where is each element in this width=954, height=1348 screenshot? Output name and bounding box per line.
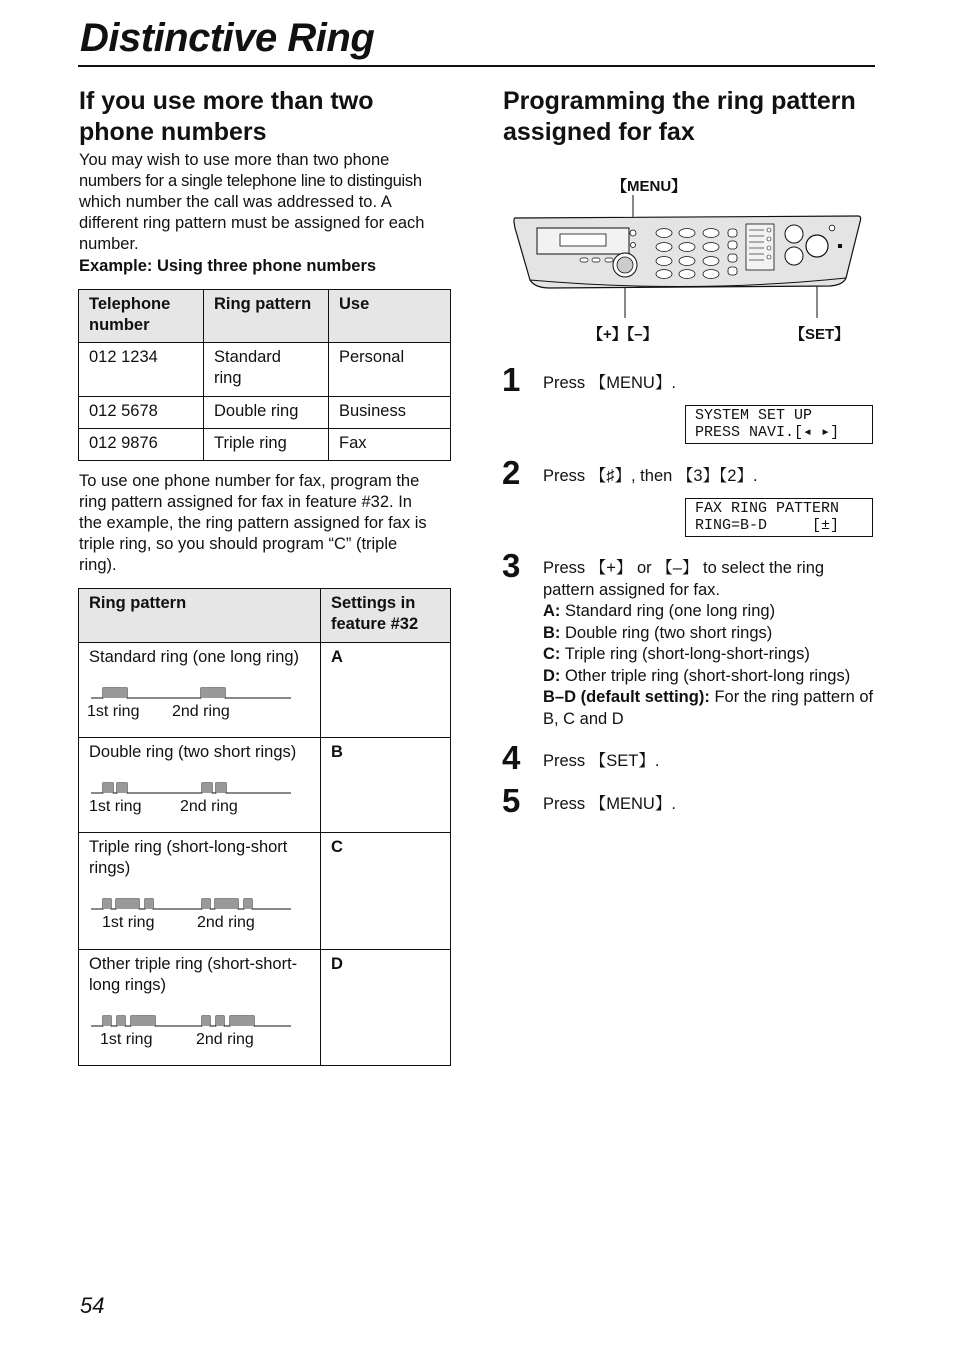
intro-line: different ring pattern must be assigned for each <box>79 214 425 232</box>
left-heading-line1: If you use more than two <box>79 87 374 115</box>
lcd-screen <box>560 234 606 246</box>
para-line: To use one phone number for fax, program the <box>79 472 420 490</box>
small-button[interactable] <box>605 258 613 262</box>
title-rule <box>78 65 875 67</box>
col-header-telephone <box>79 290 204 343</box>
option-b <box>543 623 878 645</box>
ring2-label: 2nd ring <box>180 798 238 815</box>
round-button[interactable] <box>785 247 803 265</box>
example-label: Example: Using three phone numbers <box>79 257 377 275</box>
ring-waveform-a <box>89 685 293 701</box>
default-setting <box>543 687 878 730</box>
setting-letter: A <box>331 648 343 666</box>
ring2-label: 2nd ring <box>172 703 230 720</box>
option-key: C: <box>543 645 561 663</box>
table-row <box>79 950 451 1066</box>
table-row <box>79 343 451 397</box>
step-4-text: Press 【SET】. <box>543 752 660 770</box>
cell-use: Personal <box>329 343 451 397</box>
fax-control-panel-diagram <box>510 190 866 325</box>
small-button[interactable] <box>592 258 600 262</box>
col-header-ring-pattern: Ring pattern <box>204 290 329 343</box>
indicator-light <box>829 225 835 231</box>
intro-line: which number the call was addressed to. A <box>79 193 392 211</box>
option-key: D: <box>543 666 561 685</box>
cell-pattern <box>204 343 329 397</box>
ring-pattern-table <box>78 588 451 1066</box>
cell-use: Fax <box>329 429 451 461</box>
left-heading-line2: phone numbers <box>79 118 267 146</box>
option-d <box>543 666 878 688</box>
cell-pattern <box>79 833 321 950</box>
option-key: B: <box>543 623 561 642</box>
ring2-label: 2nd ring <box>196 1031 254 1048</box>
cell-pattern <box>79 643 321 738</box>
step-2-number: 2 <box>502 454 521 491</box>
small-button[interactable] <box>580 258 588 262</box>
intro-line: You may wish to use more than two phone <box>79 151 390 169</box>
step-3-text: Press 【+】 or 【–】 to select the ring pattern assigned for fax. <box>543 559 825 599</box>
table-row <box>79 833 451 950</box>
set-callout-label: 【SET】 <box>790 326 850 343</box>
right-heading-line2: assigned for fax <box>503 118 695 146</box>
step-1-number: 1 <box>502 361 521 398</box>
intro-paragraph <box>79 150 459 277</box>
step-5-text: Press 【MENU】. <box>543 795 676 813</box>
intro-line: numbers for a single telephone line to distinguish <box>79 172 422 190</box>
step-5-number: 5 <box>502 782 521 819</box>
table-row <box>79 643 451 738</box>
setting-letter: C <box>331 838 343 856</box>
plus-minus-callout-label: 【+】【–】 <box>588 326 658 343</box>
ring1-label: 1st ring <box>87 703 140 720</box>
cell-pattern <box>79 950 321 1066</box>
cell-text: Standard ring <box>214 348 281 387</box>
table-row <box>79 738 451 833</box>
ring-labels <box>89 1029 310 1047</box>
option-desc: Standard ring (one long ring) <box>565 602 776 620</box>
pattern-desc: Double ring (two short rings) <box>89 743 297 761</box>
ring1-label: 1st ring <box>100 1031 153 1048</box>
ring-labels <box>89 796 310 814</box>
ring2-label: 2nd ring <box>197 914 255 931</box>
table-row <box>79 397 451 429</box>
ring1-label: 1st ring <box>89 798 142 815</box>
col-header-use: Use <box>329 290 451 343</box>
cell-number: 012 5678 <box>79 397 204 429</box>
page-title: Distinctive Ring <box>80 16 375 60</box>
para-line: ring pattern assigned for fax in feature #32. In <box>79 493 412 511</box>
indicator-dot <box>838 244 842 248</box>
small-button[interactable] <box>631 243 636 248</box>
menu-button[interactable] <box>630 230 636 236</box>
header-line: Telephone <box>89 295 171 313</box>
pattern-desc: Other triple ring (short-short-long rings) <box>89 955 298 994</box>
right-heading-line1: Programming the ring pattern <box>503 87 856 115</box>
cell-setting <box>321 738 451 833</box>
option-c <box>543 644 878 666</box>
option-desc: Other triple ring (short-short-long rings) <box>565 666 851 685</box>
para-line: ring). <box>79 556 117 574</box>
feature-paragraph <box>79 471 459 576</box>
step-1-display: SYSTEM SET UP PRESS NAVI.[◂ ▸] <box>685 405 873 444</box>
para-line: the example, the ring pattern assigned for fax is <box>79 514 427 532</box>
pattern-desc: Standard ring (one long ring) <box>89 648 300 666</box>
step-2-display: FAX RING PATTERN RING=B-D [±] <box>685 498 873 537</box>
step-2-text: Press 【♯】, then 【3】【2】. <box>543 467 758 485</box>
cell-setting <box>321 643 451 738</box>
left-heading <box>79 86 459 148</box>
setting-letter: B <box>331 743 343 761</box>
header-line: number <box>89 316 150 334</box>
page-number: 54 <box>80 1293 105 1318</box>
right-heading <box>503 86 883 148</box>
step-4-number: 4 <box>502 739 521 776</box>
ring-labels <box>89 701 310 719</box>
step-3-number: 3 <box>502 547 521 584</box>
cell-setting <box>321 950 451 1066</box>
ring-waveform-d <box>89 1013 293 1029</box>
round-button[interactable] <box>785 225 803 243</box>
step-3-content <box>543 558 878 730</box>
col-header-settings: Settings in feature #32 <box>321 589 451 643</box>
ring-waveform-b <box>89 780 293 796</box>
ring1-label: 1st ring <box>102 914 155 931</box>
ring-waveform-c <box>89 896 293 912</box>
set-button[interactable] <box>806 235 828 257</box>
intro-line: number. <box>79 235 139 253</box>
menu-callout-label: 【MENU】 <box>612 178 687 195</box>
navigator-center[interactable] <box>617 257 633 273</box>
cell-pattern <box>79 738 321 833</box>
cell-pattern: Triple ring <box>204 429 329 461</box>
cell-use: Business <box>329 397 451 429</box>
pattern-desc: Triple ring (short-long-short rings) <box>89 838 288 877</box>
option-a <box>543 601 878 623</box>
cell-setting <box>321 833 451 950</box>
setting-letter: D <box>331 955 343 973</box>
option-desc: Double ring (two short rings) <box>565 623 773 642</box>
cell-number: 012 9876 <box>79 429 204 461</box>
default-key: B–D (default setting): <box>543 688 710 706</box>
step-1-text: Press 【MENU】. <box>543 374 676 392</box>
table-row <box>79 429 451 461</box>
option-key: A: <box>543 602 561 620</box>
para-line: triple ring, so you should program “C” (triple <box>79 535 398 553</box>
cell-number: 012 1234 <box>79 343 204 397</box>
ring-labels <box>89 912 310 930</box>
option-desc: Triple ring (short-long-short-rings) <box>564 645 810 663</box>
phone-number-table <box>78 289 451 461</box>
cell-pattern: Double ring <box>204 397 329 429</box>
default-desc: For the ring pattern of B, C and D <box>543 688 874 728</box>
col-header-ring-pattern: Ring pattern <box>79 589 321 643</box>
